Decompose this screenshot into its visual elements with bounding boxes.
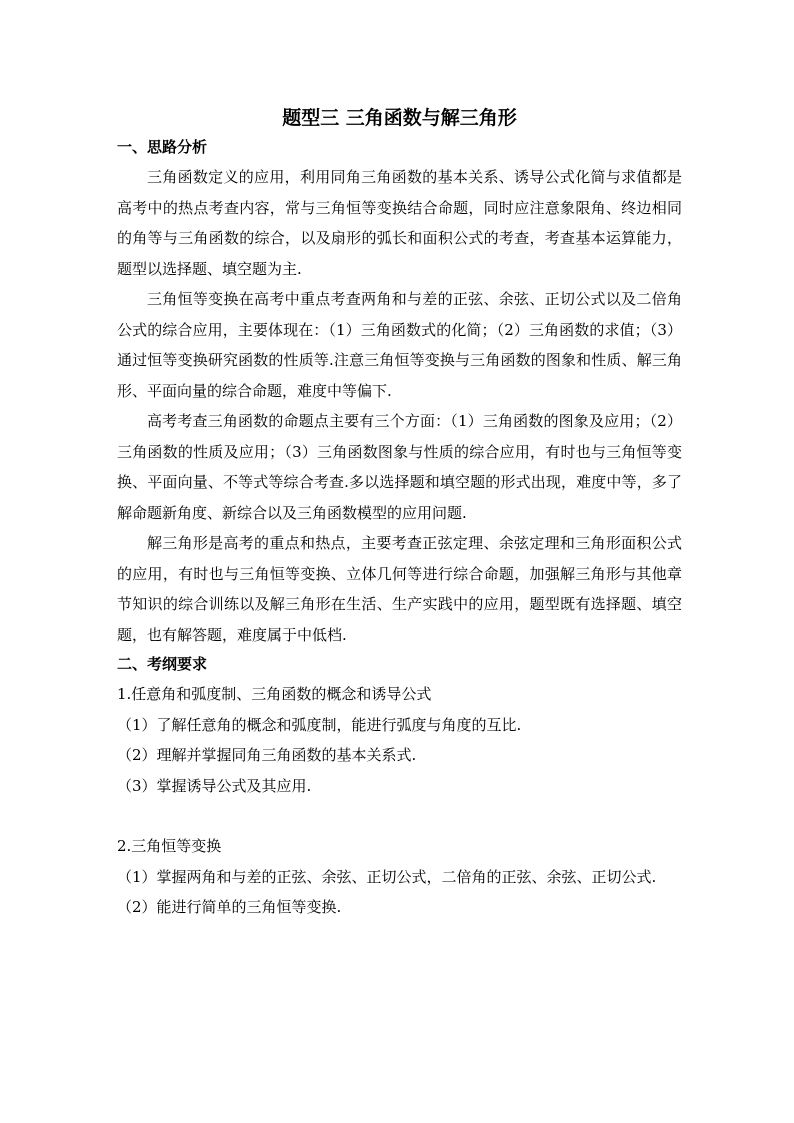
document-page	[117, 103, 682, 923]
document-title: 题型三 三角函数与解三角形	[282, 107, 517, 129]
requirement-item: （1）了解任意角的概念和弧度制，能进行弧度与角度的互比.	[117, 715, 522, 734]
requirement-item: （2）理解并掌握同角三角函数的基本关系式.	[117, 746, 417, 764]
analysis-paragraph-3: 高考考查三角函数的命题点主要有三个方面：（1）三角函数的图象及应用；（2）三角函数的性质及应用；（3）三角函数图象与性质的综合应用，有时也与三角恒等变换、平面向量、不等式等综合考查.多以选择题和填空题的形式出现，难度中等，多了解命题新角度、新综合以及三角函数模型的应用问题.	[117, 412, 682, 522]
requirement-item: （1）掌握两角和与差的正弦、余弦、正切公式，二倍角的正弦、余弦、正切公式.	[117, 867, 657, 886]
analysis-paragraph-2: 三角恒等变换在高考中重点考查两角和与差的正弦、余弦、正切公式以及二倍角公式的综合应用，主要体现在：（1）三角函数式的化简；（2）三角函数的求值；（3）通过恒等变换研究函数的性质等.注意三角恒等变换与三角函数的图象和性质、解三角形、平面向量的综合命题，难度中等偏下.	[117, 290, 682, 400]
analysis-paragraph-4: 解三角形是高考的重点和热点，主要考查正弦定理、余弦定理和三角形面积公式的应用，有时也与三角恒等变换、立体几何等进行综合命题，加强解三角形与其他章节知识的综合训练以及解三角形在生活、生产实践中的应用，题型既有选择题、填空题，也有解答题，难度属于中低档.	[117, 534, 682, 644]
requirement-group-title: 2.三角恒等变换	[117, 837, 222, 855]
requirement-item: （2）能进行简单的三角恒等变换.	[117, 898, 342, 916]
requirement-item: （3）掌握诱导公式及其应用.	[117, 776, 312, 795]
section-heading-analysis: 一、思路分析	[117, 138, 208, 156]
requirement-group-title: 1.任意角和弧度制、三角函数的概念和诱导公式	[117, 685, 432, 703]
blank-line	[117, 801, 682, 831]
section-heading-requirements: 二、考纲要求	[117, 655, 208, 673]
analysis-paragraph-1: 三角函数定义的应用，利用同角三角函数的基本关系、诱导公式化简与求值都是高考中的热点考查内容，常与三角恒等变换结合命题，同时应注意象限角、终边相同的角等与三角函数的综合，以及扇形的弧长和面积公式的考查，考查基本运算能力，题型以选择题、填空题为主.	[117, 168, 682, 278]
